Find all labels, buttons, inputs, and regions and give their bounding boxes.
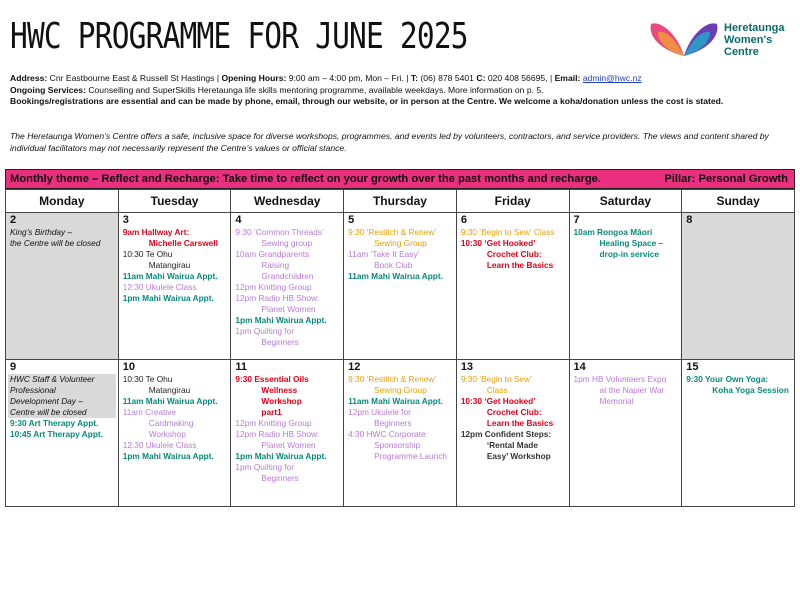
event: 12pm Radio HB Show: Planet Women [235, 429, 320, 450]
event: 10am Rongoa Māori Healing Space – drop-in service [573, 227, 664, 259]
header-friday: Friday [456, 190, 569, 213]
event: 11am Mahi Wairua Appt. [122, 271, 218, 281]
theme-text: Monthly theme – Reflect and Recharge: Take time to reflect on your growth over the past months and recharge. [10, 173, 601, 185]
heretaunga-logo [648, 16, 796, 64]
event: 12pm Confident Steps: ‘Rental Made Easy’ Workshop [460, 429, 552, 461]
event: 9:30 ‘Common Threads’ Sewing group [235, 227, 324, 248]
event: 1pm Mahi Wairua Appt. [235, 315, 327, 325]
butterfly-logo-icon [648, 16, 720, 60]
event: 10:30 ‘Get Hooked’ Crochet Club: Learn the Basics [460, 396, 554, 428]
event: 10am Grandparents Raising Grandchildren [235, 249, 314, 281]
event: 11am Mahi Wairua Appt. [348, 271, 443, 281]
day-cell-5: 5 9:30 ‘Restitch & Renew’ Sewing Group 11am ‘Take It Easy’ Book Club 11am Mahi Wairua Appt. [344, 213, 457, 360]
day-cell-9: 9 HWC Staff & Volunteer Professional Development Day – Centre will be closed 9:30 Art Therapy Appt. 10:45 Art Therapy Appt. [6, 360, 119, 507]
header-monday: Monday [6, 190, 119, 213]
event: 10:30 Te Ohu Matangirau [122, 374, 191, 395]
event: 9:30 ‘Restitch & Renew’ Sewing Group [348, 374, 437, 395]
event: 1pm HB Volunteers Expo at the Napier War Memorial [573, 374, 667, 406]
event: 1pm Quilting for Beginners [235, 462, 299, 483]
event: 12pm Knitting Group [235, 418, 312, 428]
event: 1pm Quilting for Beginners [235, 326, 299, 347]
event: 9:30 ‘Begin to Sew’ Class [460, 227, 555, 237]
day-cell-11: 11 9:30 Essential Oils Wellness Workshop part1 12pm Knitting Group 12pm Radio HB Show: Planet Women 1pm Mahi Wairua Appt. 1pm Quilting for Beginners [231, 360, 344, 507]
event: 4:30 HWC Corporate Sponsorship Programme Launch [348, 429, 447, 461]
intro-disclaimer: The Heretaunga Women’s Centre offers a safe, inclusive space for diverse workshops, programmes, and events led by volunteers, contractors, and service providers. The views and content shared by individual facilitators may not necessarily represent the Centre’s values or official stance. [10, 131, 769, 153]
event: 9:30 Art Therapy Appt. [10, 418, 99, 428]
day-cell-13: 13 9:30 ‘Begin to Sew’ Class 10:30 ‘Get Hooked’ Crochet Club: Learn the Basics 12pm Confident Steps: ‘Rental Made Easy’ Workshop [456, 360, 569, 507]
day-cell-3: 3 9am Hallway Art: Michelle Carswell 10:30 Te Ohu Matangirau 11am Mahi Wairua Appt. 12:30 Ukulele Class 1pm Mahi Wairua Appt. [118, 213, 231, 360]
event: 9:30 Your Own Yoga: Koha Yoga Session [686, 374, 789, 395]
day-cell-2: 2 King’s Birthday – the Centre will be closed [6, 213, 119, 360]
event: 12pm Ukulele for Beginners [348, 407, 412, 428]
event: 11am Mahi Wairua Appt. [348, 396, 443, 406]
closure-note: HWC Staff & Volunteer Professional Development Day – Centre will be closed [8, 374, 116, 418]
event: 9:30 ‘Restitch & Renew’ Sewing Group [348, 227, 437, 248]
header-saturday: Saturday [569, 190, 682, 213]
event: 10:30 Te Ohu Matangirau [122, 249, 191, 270]
event: 9:30 ‘Begin to Sew’ Class [460, 374, 532, 395]
email-link[interactable]: admin@hwc.nz [582, 73, 642, 83]
event: 12pm Radio HB Show: Planet Women [235, 293, 320, 314]
event: 10:45 Art Therapy Appt. [10, 429, 103, 439]
contact-info: Address: Cnr Eastbourne East & Russell St Hastings | Opening Hours: 9:00 am – 4:00 pm, Mon – Fri. | T: (06) 878 5401 C: 020 408 56695, | Email: admin@hwc.nz Ongoing Services: Counselling and SuperSkills Heretaunga life skills mentoring programme, available weekdays. More information on p. 5. Bookings/registrations are essential and can be made by phone, email, through our website, or in person at the Centre. We welcome a koha/donation unless the cost is stated. [10, 73, 724, 107]
day-cell-7: 7 10am Rongoa Māori Healing Space – drop-in service [569, 213, 682, 360]
header-sunday: Sunday [682, 190, 795, 213]
calendar-table [5, 189, 795, 507]
event: 9:30 Essential Oils Wellness Workshop part1 [235, 374, 309, 417]
day-cell-14: 14 1pm HB Volunteers Expo at the Napier War Memorial [569, 360, 682, 507]
event: 11am ‘Take It Easy’ Book Club [348, 249, 420, 270]
week-row [6, 360, 795, 507]
day-cell-15: 15 9:30 Your Own Yoga: Koha Yoga Session [682, 360, 795, 507]
day-cell-12: 12 9:30 ‘Restitch & Renew’ Sewing Group 11am Mahi Wairua Appt. 12pm Ukulele for Beginners 4:30 HWC Corporate Sponsorship Programme Launch [344, 360, 457, 507]
day-cell-4: 4 9:30 ‘Common Threads’ Sewing group 10am Grandparents Raising Grandchildren 12pm Knitting Group 12pm Radio HB Show: Planet Women 1pm Mahi Wairua Appt. 1pm Quilting for Beginners [231, 213, 344, 360]
event: 9am Hallway Art: Michelle Carswell [122, 227, 218, 248]
event: 11am Creative Cardmaking Workshop [122, 407, 194, 439]
logo-text: Heretaunga Women's Centre [724, 22, 785, 58]
header-thursday: Thursday [344, 190, 457, 213]
event: 12:30 Ukulele Class [122, 282, 197, 292]
day-header-row [6, 190, 795, 213]
day-cell-6: 6 9:30 ‘Begin to Sew’ Class 10:30 ‘Get Hooked’ Crochet Club: Learn the Basics [456, 213, 569, 360]
event: 10:30 ‘Get Hooked’ Crochet Club: Learn the Basics [460, 238, 554, 270]
event: 1pm Mahi Wairua Appt. [122, 293, 214, 303]
monthly-theme-bar [5, 169, 795, 189]
event: 12pm Knitting Group [235, 282, 312, 292]
page-title: HWC PROGRAMME FOR JUNE 2025 [10, 16, 468, 57]
event: 11am Mahi Wairua Appt. [122, 396, 218, 406]
header-wednesday: Wednesday [231, 190, 344, 213]
pillar-text: Pillar: Personal Growth [664, 173, 788, 185]
day-cell-8: 8 [682, 213, 795, 360]
week-row [6, 213, 795, 360]
day-cell-10: 10 10:30 Te Ohu Matangirau 11am Mahi Wairua Appt. 11am Creative Cardmaking Workshop 12:30 Ukulele Class 1pm Mahi Wairua Appt. [118, 360, 231, 507]
event: 1pm Mahi Wairua Appt. [235, 451, 327, 461]
event: 1pm Mahi Wairua Appt. [122, 451, 214, 461]
header-tuesday: Tuesday [118, 190, 231, 213]
event: 12:30 Ukulele Class [122, 440, 197, 450]
